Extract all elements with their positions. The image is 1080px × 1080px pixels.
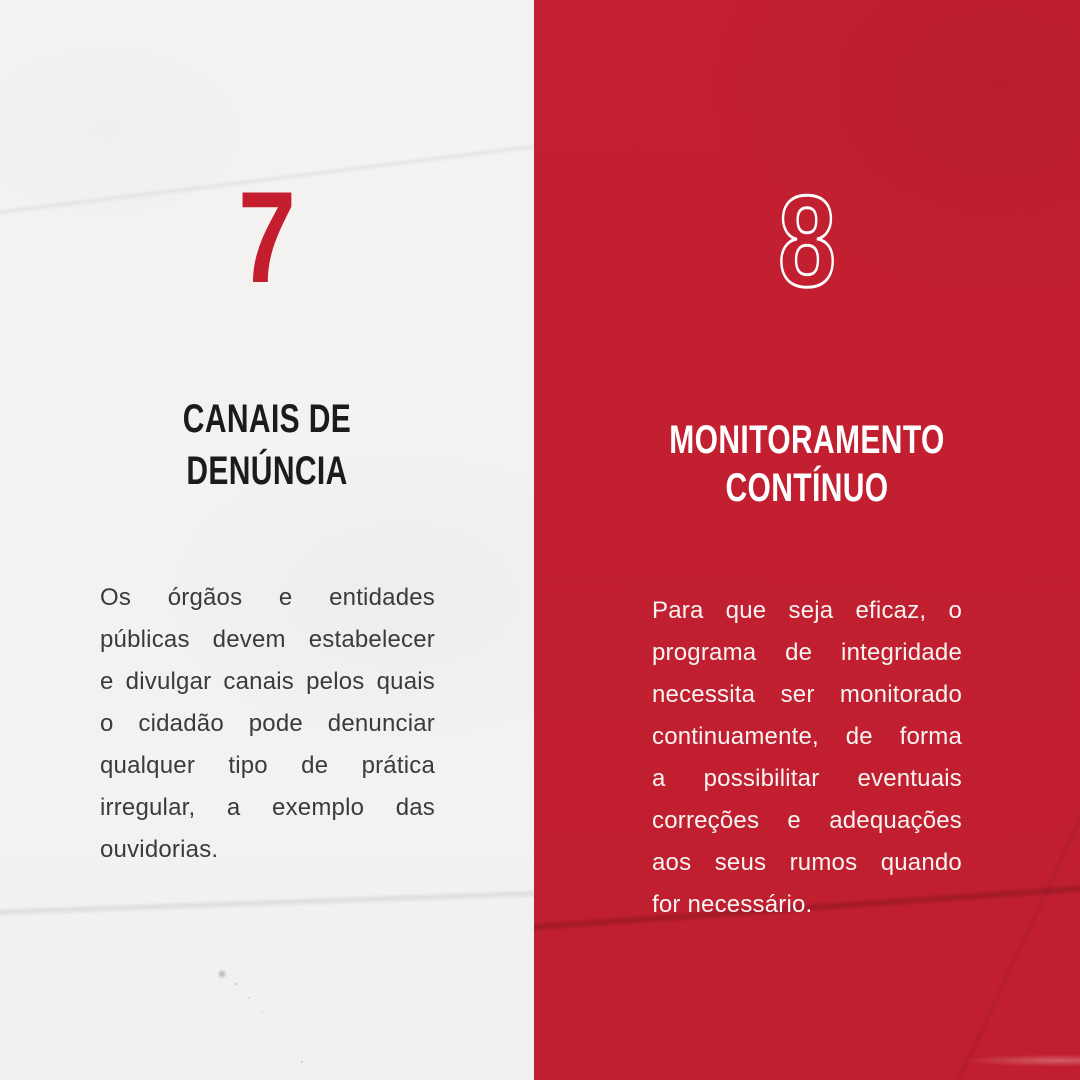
title-line-2: CONTÍNUO: [725, 466, 889, 510]
body-line: a possibilitar eventuais: [652, 765, 962, 792]
body-line: qualquer tipo de prática: [100, 752, 435, 779]
panel-canais-de-denuncia: [0, 0, 534, 1080]
title-line-1: MONITORAMENTO: [669, 418, 945, 462]
body-line: Os órgãos e entidades: [100, 584, 435, 611]
body-line: continuamente, de forma: [652, 723, 962, 750]
body-line: for necessário.: [652, 891, 813, 918]
body-text-monitoramento: [652, 590, 962, 926]
step-number-8: 8: [778, 168, 836, 314]
body-line: ouvidorias.: [100, 836, 219, 863]
body-line: públicas devem estabelecer: [100, 626, 435, 653]
title-line-1: CANAIS DE: [182, 397, 352, 441]
panel-monitoramento-continuo: [534, 0, 1080, 1080]
body-line: aos seus rumos quando: [652, 849, 962, 876]
body-line: correções e adequações: [652, 807, 962, 834]
body-line: e divulgar canais pelos quais: [100, 668, 435, 695]
body-line: necessita ser monitorado: [652, 681, 962, 708]
body-line: Para que seja eficaz, o: [652, 597, 962, 624]
body-text-canais: [100, 577, 435, 871]
body-line: irregular, a exemplo das: [100, 794, 435, 821]
section-title-canais-de-denuncia: [0, 393, 534, 497]
step-number-7: 7: [238, 164, 296, 310]
body-line: o cidadão pode denunciar: [100, 710, 435, 737]
title-line-2: DENÚNCIA: [186, 449, 348, 493]
section-title-monitoramento-continuo: [534, 416, 1080, 512]
body-line: programa de integridade: [652, 639, 962, 666]
